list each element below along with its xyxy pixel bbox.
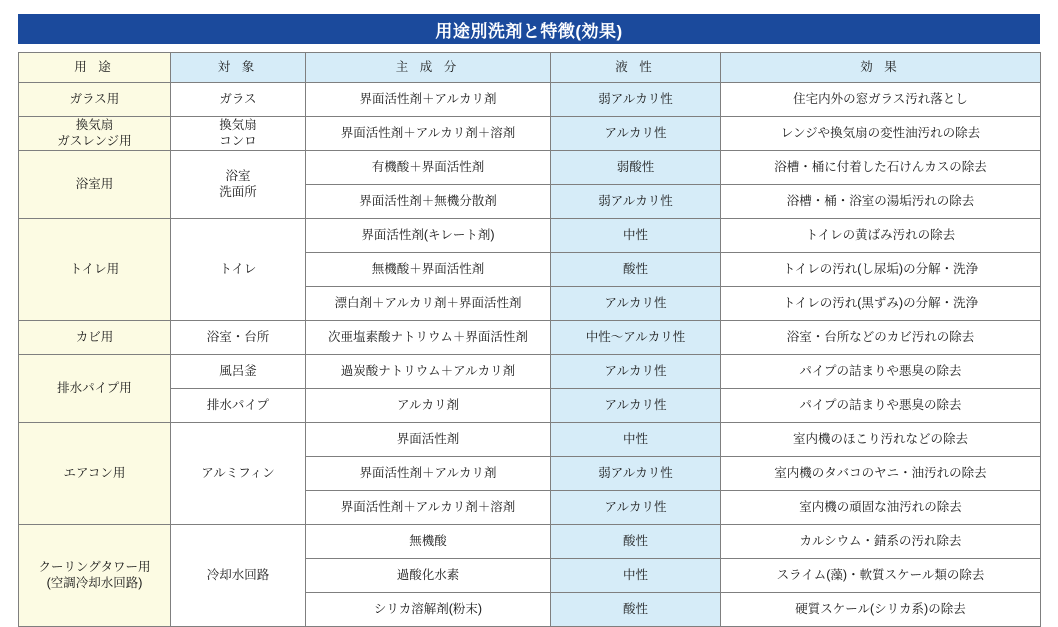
cell-component: 界面活性剤＋アルカリ剤 <box>306 457 551 491</box>
cell-liquid: 弱アルカリ性 <box>551 185 721 219</box>
table-header-row <box>19 53 1041 83</box>
cell-liquid: 酸性 <box>551 525 721 559</box>
column-header-effect: 効 果 <box>721 53 1041 83</box>
cell-effect: 住宅内外の窓ガラス汚れ落とし <box>721 83 1041 117</box>
cell-liquid: 弱酸性 <box>551 151 721 185</box>
table-body <box>19 83 1041 627</box>
cell-target: 排水パイプ <box>171 389 306 423</box>
table-row <box>19 219 1041 253</box>
cell-liquid: 中性 <box>551 219 721 253</box>
cell-use: 浴室用 <box>19 151 171 219</box>
cell-effect: スライム(藻)・軟質スケール類の除去 <box>721 559 1041 593</box>
table-row <box>19 525 1041 559</box>
column-header-use: 用 途 <box>19 53 171 83</box>
cell-component: 界面活性剤＋アルカリ剤＋溶剤 <box>306 117 551 151</box>
cell-effect: トイレの汚れ(黒ずみ)の分解・洗浄 <box>721 287 1041 321</box>
detergent-table <box>18 52 1041 627</box>
cell-component: 無機酸＋界面活性剤 <box>306 253 551 287</box>
cell-liquid: 弱アルカリ性 <box>551 457 721 491</box>
table-row <box>19 389 1041 423</box>
cell-use: 排水パイプ用 <box>19 355 171 423</box>
column-header-component: 主 成 分 <box>306 53 551 83</box>
cell-effect: カルシウム・錆系の汚れ除去 <box>721 525 1041 559</box>
page-title-text: 用途別洗剤と特徴(効果) <box>435 21 623 41</box>
cell-target: 浴室・台所 <box>171 321 306 355</box>
cell-component: シリカ溶解剤(粉末) <box>306 593 551 627</box>
cell-liquid: アルカリ性 <box>551 355 721 389</box>
table-row <box>19 423 1041 457</box>
page-title <box>18 14 1040 44</box>
cell-liquid: アルカリ性 <box>551 287 721 321</box>
cell-target: アルミフィン <box>171 423 306 525</box>
cell-liquid: アルカリ性 <box>551 117 721 151</box>
cell-liquid: 中性～アルカリ性 <box>551 321 721 355</box>
cell-liquid: 中性 <box>551 423 721 457</box>
cell-use: ガラス用 <box>19 83 171 117</box>
cell-component: 界面活性剤＋無機分散剤 <box>306 185 551 219</box>
table-row <box>19 83 1041 117</box>
table-row <box>19 321 1041 355</box>
cell-component: 漂白剤＋アルカリ剤＋界面活性剤 <box>306 287 551 321</box>
cell-use: 換気扇 ガスレンジ用 <box>19 117 171 151</box>
cell-component: 無機酸 <box>306 525 551 559</box>
cell-liquid: 酸性 <box>551 253 721 287</box>
cell-use: トイレ用 <box>19 219 171 321</box>
cell-component: 過炭酸ナトリウム＋アルカリ剤 <box>306 355 551 389</box>
cell-effect: 硬質スケール(シリカ系)の除去 <box>721 593 1041 627</box>
cell-component: アルカリ剤 <box>306 389 551 423</box>
cell-target: 換気扇 コンロ <box>171 117 306 151</box>
cell-use: クーリングタワー用 (空調冷却水回路) <box>19 525 171 627</box>
cell-target: 浴室 洗面所 <box>171 151 306 219</box>
cell-component: 有機酸＋界面活性剤 <box>306 151 551 185</box>
cell-effect: 浴室・台所などのカビ汚れの除去 <box>721 321 1041 355</box>
cell-component: 過酸化水素 <box>306 559 551 593</box>
cell-target: 冷却水回路 <box>171 525 306 627</box>
cell-component: 界面活性剤＋アルカリ剤 <box>306 83 551 117</box>
cell-effect: 室内機のタバコのヤニ・油汚れの除去 <box>721 457 1041 491</box>
cell-liquid: アルカリ性 <box>551 389 721 423</box>
column-header-target: 対 象 <box>171 53 306 83</box>
cell-component: 次亜塩素酸ナトリウム＋界面活性剤 <box>306 321 551 355</box>
cell-liquid: 酸性 <box>551 593 721 627</box>
cell-effect: 浴槽・桶・浴室の湯垢汚れの除去 <box>721 185 1041 219</box>
cell-use: エアコン用 <box>19 423 171 525</box>
cell-effect: パイプの詰まりや悪臭の除去 <box>721 389 1041 423</box>
cell-effect: トイレの黄ばみ汚れの除去 <box>721 219 1041 253</box>
cell-effect: トイレの汚れ(し尿垢)の分解・洗浄 <box>721 253 1041 287</box>
cell-liquid: 中性 <box>551 559 721 593</box>
cell-effect: パイプの詰まりや悪臭の除去 <box>721 355 1041 389</box>
cell-component: 界面活性剤 <box>306 423 551 457</box>
cell-target: トイレ <box>171 219 306 321</box>
cell-liquid: 弱アルカリ性 <box>551 83 721 117</box>
table-row <box>19 151 1041 185</box>
cell-target: ガラス <box>171 83 306 117</box>
cell-component: 界面活性剤＋アルカリ剤＋溶剤 <box>306 491 551 525</box>
column-header-liquid: 液 性 <box>551 53 721 83</box>
table-row <box>19 355 1041 389</box>
cell-component: 界面活性剤(キレート剤) <box>306 219 551 253</box>
cell-effect: 浴槽・桶に付着した石けんカスの除去 <box>721 151 1041 185</box>
cell-effect: 室内機のほこり汚れなどの除去 <box>721 423 1041 457</box>
cell-use: カビ用 <box>19 321 171 355</box>
cell-liquid: アルカリ性 <box>551 491 721 525</box>
table-row <box>19 117 1041 151</box>
cell-effect: レンジや換気扇の変性油汚れの除去 <box>721 117 1041 151</box>
cell-target: 風呂釜 <box>171 355 306 389</box>
cell-effect: 室内機の頑固な油汚れの除去 <box>721 491 1041 525</box>
